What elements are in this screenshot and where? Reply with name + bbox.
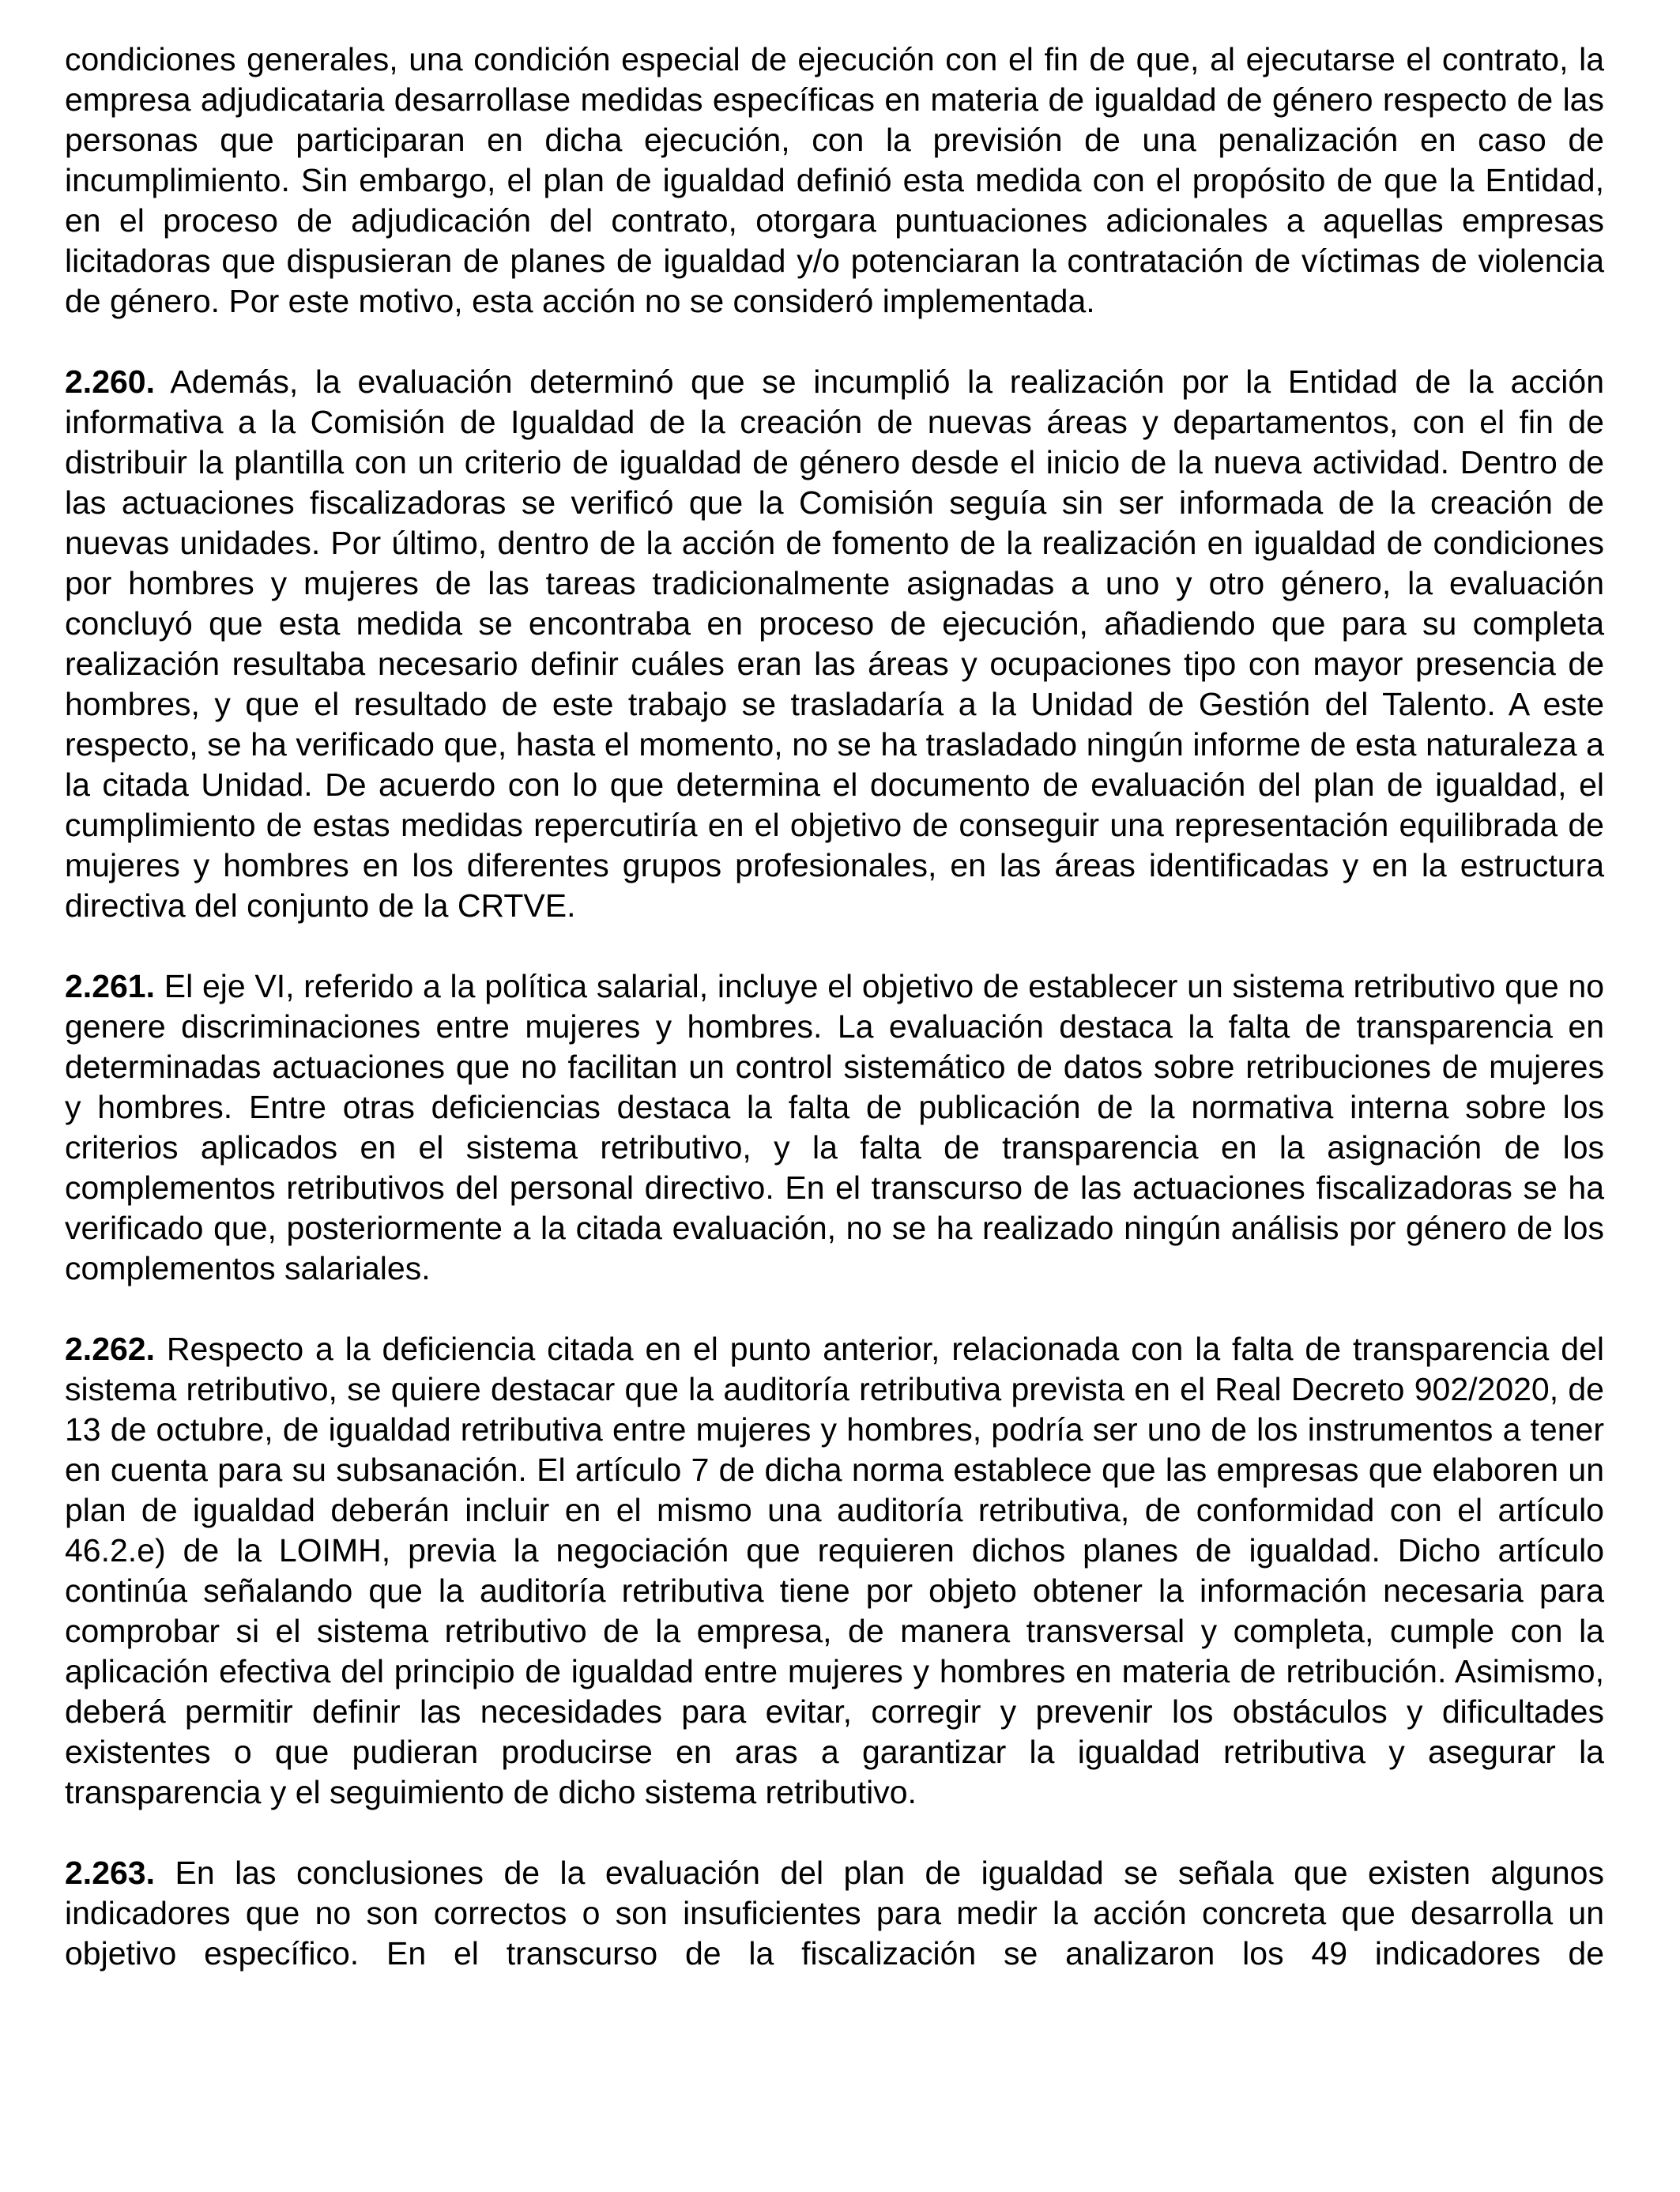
document-page: [65, 40, 1604, 1974]
paragraph-text: El eje VI, referido a la política salarial, incluye el objetivo de establecer un sistema retributivo que no genere discriminaciones entre mujeres y hombres. La evaluación destaca la falta de transparencia en determinadas actuaciones que no facilitan un control sistemático de datos sobre retribuciones de mujeres y hombres. Entre otras deficiencias destaca la falta de publicación de la normativa interna sobre los criterios aplicados en el sistema retributivo, y la falta de transparencia en la asignación de los complementos retributivos del personal directivo. En el transcurso de las actuaciones fiscalizadoras se ha verificado que, posteriormente a la citada evaluación, no se ha realizado ningún análisis por género de los complementos salariales.: [65, 968, 1604, 1286]
paragraph-2-263: [65, 1853, 1604, 1974]
paragraph-2-260: [65, 362, 1604, 926]
paragraph-number: 2.261.: [65, 968, 155, 1004]
paragraph-number: 2.262.: [65, 1331, 155, 1367]
paragraph-number: 2.263.: [65, 1855, 155, 1891]
paragraph-number: 2.260.: [65, 363, 155, 400]
paragraph-2-261: [65, 966, 1604, 1289]
paragraph-text: condiciones generales, una condición especial de ejecución con el fin de que, al ejecutarse el contrato, la empresa adjudicataria desarrollase medidas específicas en materia de igualdad de género respecto de las personas que participaran en dicha ejecución, con la previsión de una penalización en caso de incumplimiento. Sin embargo, el plan de igualdad definió esta medida con el propósito de que la Entidad, en el proceso de adjudicación del contrato, otorgara puntuaciones adicionales a aquellas empresas licitadoras que dispusieran de planes de igualdad y/o potenciaran la contratación de víctimas de violencia de género. Por este motivo, esta acción no se consideró implementada.: [65, 41, 1604, 319]
paragraph-text: Respecto a la deficiencia citada en el punto anterior, relacionada con la falta de transparencia del sistema retributivo, se quiere destacar que la auditoría retributiva prevista en el Real Decreto 902/2020, de 13 de octubre, de igualdad retributiva entre mujeres y hombres, podría ser uno de los instrumentos a tener en cuenta para su subsanación. El artículo 7 de dicha norma establece que las empresas que elaboren un plan de igualdad deberán incluir en el mismo una auditoría retributiva, de conformidad con el artículo 46.2.e) de la LOIMH, previa la negociación que requieren dichos planes de igualdad. Dicho artículo continúa señalando que la auditoría retributiva tiene por objeto obtener la información necesaria para comprobar si el sistema retributivo de la empresa, de manera transversal y completa, cumple con la aplicación efectiva del principio de igualdad entre mujeres y hombres en materia de retribución. Asimismo, deberá permitir definir las necesidades para evitar, corregir y prevenir los obstáculos y dificultades existentes o que pudieran producirse en aras a garantizar la igualdad retributiva y asegurar la transparencia y el seguimiento de dicho sistema retributivo.: [65, 1331, 1604, 1810]
paragraph-continuation: [65, 40, 1604, 322]
paragraph-text: Además, la evaluación determinó que se incumplió la realización por la Entidad de la acción informativa a la Comisión de Igualdad de la creación de nuevas áreas y departamentos, con el fin de distribuir la plantilla con un criterio de igualdad de género desde el inicio de la nueva actividad. Dentro de las actuaciones fiscalizadoras se verificó que la Comisión seguía sin ser informada de la creación de nuevas unidades. Por último, dentro de la acción de fomento de la realización en igualdad de condiciones por hombres y mujeres de las tareas tradicionalmente asignadas a uno y otro género, la evaluación concluyó que esta medida se encontraba en proceso de ejecución, añadiendo que para su completa realización resultaba necesario definir cuáles eran las áreas y ocupaciones tipo con mayor presencia de hombres, y que el resultado de este trabajo se trasladaría a la Unidad de Gestión del Talento. A este respecto, se ha verificado que, hasta el momento, no se ha trasladado ningún informe de esta naturaleza a la citada Unidad. De acuerdo con lo que determina el documento de evaluación del plan de igualdad, el cumplimiento de estas medidas repercutiría en el objetivo de conseguir una representación equilibrada de mujeres y hombres en los diferentes grupos profesionales, en las áreas identificadas y en la estructura directiva del conjunto de la CRTVE.: [65, 363, 1604, 924]
paragraph-2-262: [65, 1329, 1604, 1813]
paragraph-text: En las conclusiones de la evaluación del plan de igualdad se señala que existen algunos indicadores que no son correctos o son insuficientes para medir la acción concreta que desarrolla un objetivo específico. En el transcurso de la fiscalización se analizaron los 49 indicadores de: [65, 1855, 1604, 1972]
